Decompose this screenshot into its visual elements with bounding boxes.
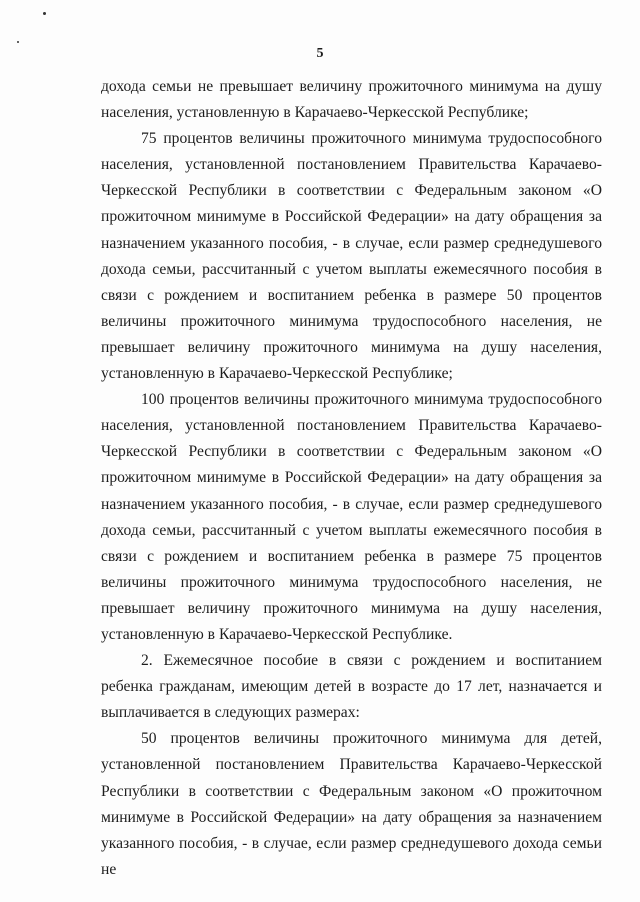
paragraph: 2. Ежемесячное пособие в связи с рождением и воспитанием ребенка гражданам, имеющим детей в возрасте до 17 лет, назначается и выплачивается в следующих размерах: bbox=[101, 652, 602, 722]
scan-speck bbox=[17, 41, 19, 43]
paragraph: 100 процентов величины прожиточного минимума трудоспособного населения, установленной постановлением Правительства Карачаево-Черкесской Республики в соответствии с Федеральным законом «О прожиточном минимуме в Российской Федерации» на дату обращения за назначением указанного пособия, - в случае, если размер среднедушевого дохода семьи, рассчитанный с учетом выплаты ежемесячного пособия в связи с рождением и воспитанием ребенка в размере 75 процентов величины прожиточного минимума трудоспособного населения, не превышает величину прожиточного минимума на душу населения, установленную в Карачаево-Черкесской Республике. bbox=[101, 391, 602, 643]
paragraph: 50 процентов величины прожиточного минимума для детей, установленной постановлением Правительства Карачаево-Черкесской Республики в соответствии с Федеральным законом «О прожиточном минимуме в Российской Федерации» на дату обращения за назначением указанного пособия, - в случае, если размер среднедушевого дохода семьи не bbox=[101, 730, 602, 878]
scan-speck bbox=[43, 12, 46, 15]
page-number: 5 bbox=[316, 46, 324, 61]
paragraph: 75 процентов величины прожиточного минимума трудоспособного населения, установленной постановлением Правительства Карачаево-Черкесской Республики в соответствии с Федеральным законом «О прожиточном минимуме в Российской Федерации» на дату обращения за назначением указанного пособия, - в случае, если размер среднедушевого дохода семьи, рассчитанный с учетом выплаты ежемесячного пособия в связи с рождением и воспитанием ребенка в размере 50 процентов величины прожиточного минимума трудоспособного населения, не превышает величину прожиточного минимума на душу населения, установленную в Карачаево-Черкесской Республике; bbox=[101, 130, 602, 383]
document-body bbox=[101, 74, 602, 883]
paragraph: дохода семьи не превышает величину прожиточного минимума на душу населения, установленную в Карачаево-Черкесской Республике; bbox=[101, 78, 602, 122]
